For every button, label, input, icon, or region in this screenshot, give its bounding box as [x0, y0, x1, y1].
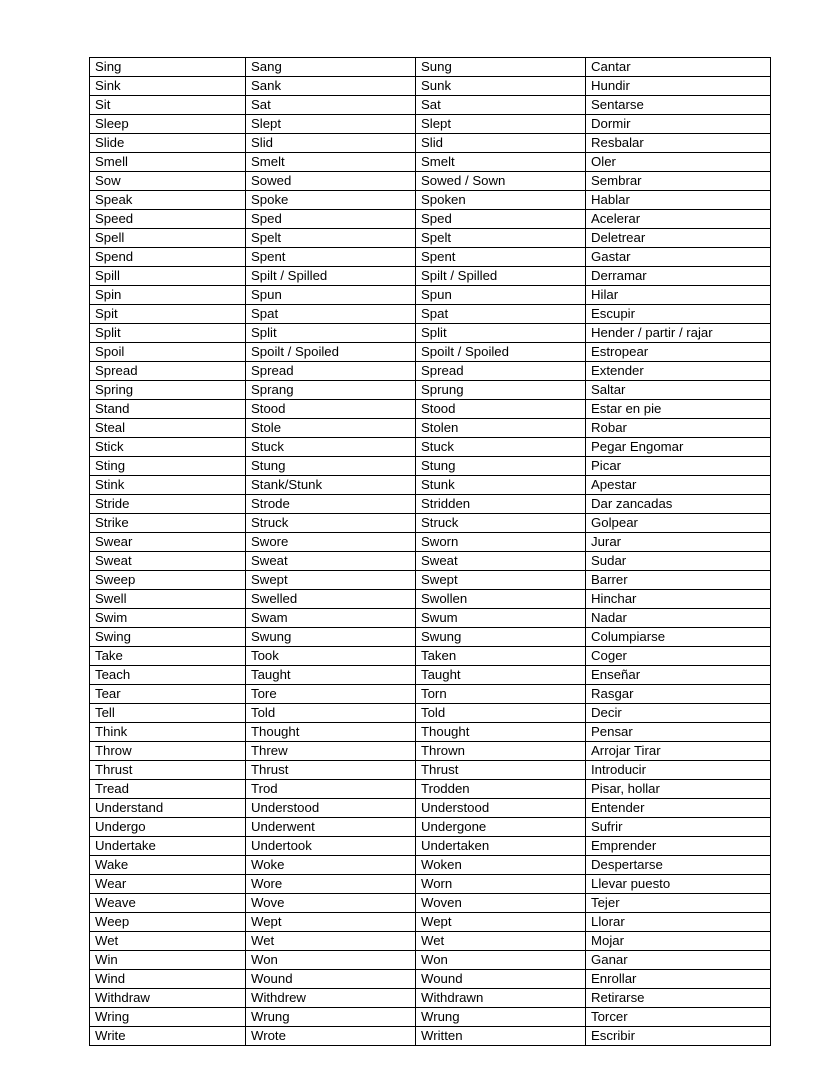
table-row	[90, 400, 771, 419]
table-cell: Struck	[416, 514, 586, 533]
table-cell: Undergone	[416, 818, 586, 837]
table-cell: Sweat	[90, 552, 246, 571]
table-cell: Introducir	[586, 761, 771, 780]
table-cell: Weave	[90, 894, 246, 913]
table-cell: Tejer	[586, 894, 771, 913]
table-cell: Sleep	[90, 115, 246, 134]
table-cell: Apestar	[586, 476, 771, 495]
table-cell: Dar zancadas	[586, 495, 771, 514]
table-cell: Spread	[246, 362, 416, 381]
table-cell: Wet	[416, 932, 586, 951]
table-cell: Withdrew	[246, 989, 416, 1008]
table-cell: Columpiarse	[586, 628, 771, 647]
table-cell: Wring	[90, 1008, 246, 1027]
table-cell: Slid	[416, 134, 586, 153]
table-cell: Spun	[246, 286, 416, 305]
table-cell: Wept	[416, 913, 586, 932]
table-cell: Split	[246, 324, 416, 343]
table-cell: Spelt	[416, 229, 586, 248]
table-cell: Swim	[90, 609, 246, 628]
table-row	[90, 229, 771, 248]
table-cell: Took	[246, 647, 416, 666]
table-cell: Stuck	[246, 438, 416, 457]
table-cell: Swell	[90, 590, 246, 609]
table-cell: Wound	[416, 970, 586, 989]
table-cell: Worn	[416, 875, 586, 894]
table-row	[90, 780, 771, 799]
table-cell: Picar	[586, 457, 771, 476]
table-row	[90, 628, 771, 647]
table-cell: Woken	[416, 856, 586, 875]
table-cell: Sat	[416, 96, 586, 115]
table-row	[90, 894, 771, 913]
table-cell: Enrollar	[586, 970, 771, 989]
verb-table-container	[89, 57, 770, 1046]
table-cell: Spoken	[416, 191, 586, 210]
table-row	[90, 457, 771, 476]
table-cell: Won	[416, 951, 586, 970]
table-cell: Undertake	[90, 837, 246, 856]
table-cell: Stank/Stunk	[246, 476, 416, 495]
table-cell: Llorar	[586, 913, 771, 932]
table-row	[90, 248, 771, 267]
table-cell: Stolen	[416, 419, 586, 438]
table-cell: Sit	[90, 96, 246, 115]
table-cell: Taught	[416, 666, 586, 685]
table-cell: Strode	[246, 495, 416, 514]
table-row	[90, 1027, 771, 1046]
table-cell: Win	[90, 951, 246, 970]
table-cell: Sped	[246, 210, 416, 229]
table-cell: Stink	[90, 476, 246, 495]
table-row	[90, 932, 771, 951]
table-row	[90, 913, 771, 932]
table-cell: Coger	[586, 647, 771, 666]
table-cell: Sweat	[246, 552, 416, 571]
table-cell: Smell	[90, 153, 246, 172]
table-row	[90, 647, 771, 666]
table-row	[90, 343, 771, 362]
table-cell: Sudar	[586, 552, 771, 571]
table-cell: Sentarse	[586, 96, 771, 115]
table-cell: Tore	[246, 685, 416, 704]
table-row	[90, 799, 771, 818]
table-cell: Derramar	[586, 267, 771, 286]
table-cell: Entender	[586, 799, 771, 818]
table-cell: Stung	[246, 457, 416, 476]
table-cell: Sank	[246, 77, 416, 96]
table-cell: Robar	[586, 419, 771, 438]
table-row	[90, 514, 771, 533]
table-cell: Trodden	[416, 780, 586, 799]
table-row	[90, 419, 771, 438]
table-cell: Nadar	[586, 609, 771, 628]
table-row	[90, 875, 771, 894]
table-cell: Wet	[90, 932, 246, 951]
table-row	[90, 1008, 771, 1027]
table-cell: Struck	[246, 514, 416, 533]
table-cell: Stridden	[416, 495, 586, 514]
table-cell: Spoke	[246, 191, 416, 210]
table-cell: Wrung	[416, 1008, 586, 1027]
table-cell: Wrote	[246, 1027, 416, 1046]
table-cell: Spread	[416, 362, 586, 381]
table-cell: Sweep	[90, 571, 246, 590]
table-cell: Undertook	[246, 837, 416, 856]
table-cell: Sang	[246, 58, 416, 77]
table-cell: Stuck	[416, 438, 586, 457]
table-cell: Trod	[246, 780, 416, 799]
table-row	[90, 286, 771, 305]
table-cell: Torn	[416, 685, 586, 704]
table-row	[90, 267, 771, 286]
table-cell: Weep	[90, 913, 246, 932]
table-cell: Sink	[90, 77, 246, 96]
table-cell: Spun	[416, 286, 586, 305]
table-cell: Hinchar	[586, 590, 771, 609]
table-row	[90, 571, 771, 590]
table-cell: Woven	[416, 894, 586, 913]
table-row	[90, 115, 771, 134]
table-cell: Stride	[90, 495, 246, 514]
table-cell: Withdraw	[90, 989, 246, 1008]
table-cell: Oler	[586, 153, 771, 172]
table-row	[90, 362, 771, 381]
table-cell: Spin	[90, 286, 246, 305]
table-cell: Taught	[246, 666, 416, 685]
table-cell: Spoil	[90, 343, 246, 362]
table-cell: Spilt / Spilled	[416, 267, 586, 286]
table-row	[90, 742, 771, 761]
table-row	[90, 134, 771, 153]
table-row	[90, 552, 771, 571]
table-cell: Slept	[246, 115, 416, 134]
table-row	[90, 438, 771, 457]
table-cell: Woke	[246, 856, 416, 875]
table-row	[90, 305, 771, 324]
table-cell: Stand	[90, 400, 246, 419]
table-cell: Thrown	[416, 742, 586, 761]
table-cell: Sat	[246, 96, 416, 115]
table-cell: Wake	[90, 856, 246, 875]
table-cell: Swing	[90, 628, 246, 647]
table-cell: Understand	[90, 799, 246, 818]
table-cell: Sting	[90, 457, 246, 476]
table-cell: Tear	[90, 685, 246, 704]
table-cell: Hablar	[586, 191, 771, 210]
table-cell: Swore	[246, 533, 416, 552]
table-row	[90, 970, 771, 989]
table-cell: Pisar, hollar	[586, 780, 771, 799]
table-cell: Ganar	[586, 951, 771, 970]
table-cell: Hender / partir / rajar	[586, 324, 771, 343]
table-row	[90, 590, 771, 609]
table-cell: Retirarse	[586, 989, 771, 1008]
table-cell: Slept	[416, 115, 586, 134]
table-cell: Jurar	[586, 533, 771, 552]
table-cell: Understood	[246, 799, 416, 818]
table-cell: Wound	[246, 970, 416, 989]
table-cell: Split	[90, 324, 246, 343]
table-cell: Swept	[416, 571, 586, 590]
table-cell: Torcer	[586, 1008, 771, 1027]
table-row	[90, 172, 771, 191]
table-cell: Told	[416, 704, 586, 723]
table-cell: Sweat	[416, 552, 586, 571]
table-cell: Swollen	[416, 590, 586, 609]
table-cell: Estar en pie	[586, 400, 771, 419]
table-cell: Decir	[586, 704, 771, 723]
table-row	[90, 324, 771, 343]
table-cell: Sprang	[246, 381, 416, 400]
table-cell: Barrer	[586, 571, 771, 590]
table-cell: Sung	[416, 58, 586, 77]
table-row	[90, 818, 771, 837]
table-row	[90, 77, 771, 96]
table-row	[90, 704, 771, 723]
table-cell: Wept	[246, 913, 416, 932]
table-cell: Strike	[90, 514, 246, 533]
table-cell: Escribir	[586, 1027, 771, 1046]
table-cell: Spit	[90, 305, 246, 324]
table-cell: Spelt	[246, 229, 416, 248]
table-cell: Wrung	[246, 1008, 416, 1027]
table-cell: Sunk	[416, 77, 586, 96]
table-cell: Undergo	[90, 818, 246, 837]
table-cell: Swum	[416, 609, 586, 628]
table-cell: Spoilt / Spoiled	[246, 343, 416, 362]
table-cell: Spend	[90, 248, 246, 267]
table-cell: Pensar	[586, 723, 771, 742]
table-cell: Thrust	[90, 761, 246, 780]
table-cell: Rasgar	[586, 685, 771, 704]
table-cell: Spell	[90, 229, 246, 248]
table-cell: Spent	[246, 248, 416, 267]
table-cell: Swelled	[246, 590, 416, 609]
table-cell: Slide	[90, 134, 246, 153]
table-cell: Pegar Engomar	[586, 438, 771, 457]
table-cell: Resbalar	[586, 134, 771, 153]
irregular-verbs-table	[89, 57, 771, 1046]
table-cell: Stick	[90, 438, 246, 457]
table-cell: Sowed / Sown	[416, 172, 586, 191]
table-body	[90, 58, 771, 1046]
table-cell: Thrust	[246, 761, 416, 780]
table-cell: Sowed	[246, 172, 416, 191]
table-cell: Throw	[90, 742, 246, 761]
table-cell: Llevar puesto	[586, 875, 771, 894]
table-cell: Won	[246, 951, 416, 970]
table-cell: Wind	[90, 970, 246, 989]
table-cell: Sworn	[416, 533, 586, 552]
table-cell: Sufrir	[586, 818, 771, 837]
table-row	[90, 723, 771, 742]
table-cell: Stole	[246, 419, 416, 438]
table-cell: Taken	[416, 647, 586, 666]
table-cell: Wore	[246, 875, 416, 894]
table-row	[90, 666, 771, 685]
table-cell: Estropear	[586, 343, 771, 362]
table-cell: Thought	[416, 723, 586, 742]
table-cell: Spilt / Spilled	[246, 267, 416, 286]
table-cell: Told	[246, 704, 416, 723]
table-cell: Deletrear	[586, 229, 771, 248]
table-cell: Sembrar	[586, 172, 771, 191]
table-row	[90, 837, 771, 856]
table-cell: Write	[90, 1027, 246, 1046]
table-cell: Hundir	[586, 77, 771, 96]
table-cell: Take	[90, 647, 246, 666]
table-cell: Sped	[416, 210, 586, 229]
table-cell: Extender	[586, 362, 771, 381]
table-cell: Speak	[90, 191, 246, 210]
table-cell: Spill	[90, 267, 246, 286]
table-cell: Spring	[90, 381, 246, 400]
table-row	[90, 58, 771, 77]
table-cell: Stung	[416, 457, 586, 476]
table-cell: Speed	[90, 210, 246, 229]
table-cell: Swung	[246, 628, 416, 647]
table-row	[90, 989, 771, 1008]
table-cell: Tell	[90, 704, 246, 723]
table-cell: Steal	[90, 419, 246, 438]
table-cell: Sow	[90, 172, 246, 191]
table-cell: Teach	[90, 666, 246, 685]
table-cell: Wear	[90, 875, 246, 894]
table-cell: Swept	[246, 571, 416, 590]
table-row	[90, 951, 771, 970]
table-cell: Emprender	[586, 837, 771, 856]
table-cell: Wet	[246, 932, 416, 951]
table-cell: Understood	[416, 799, 586, 818]
table-cell: Smelt	[246, 153, 416, 172]
table-row	[90, 609, 771, 628]
table-cell: Underwent	[246, 818, 416, 837]
table-cell: Thrust	[416, 761, 586, 780]
table-cell: Threw	[246, 742, 416, 761]
table-cell: Spat	[246, 305, 416, 324]
table-cell: Undertaken	[416, 837, 586, 856]
table-cell: Cantar	[586, 58, 771, 77]
table-cell: Split	[416, 324, 586, 343]
table-cell: Stood	[416, 400, 586, 419]
table-cell: Acelerar	[586, 210, 771, 229]
table-cell: Mojar	[586, 932, 771, 951]
table-cell: Despertarse	[586, 856, 771, 875]
table-cell: Tread	[90, 780, 246, 799]
table-cell: Saltar	[586, 381, 771, 400]
table-cell: Hilar	[586, 286, 771, 305]
table-row	[90, 210, 771, 229]
table-cell: Sprung	[416, 381, 586, 400]
table-cell: Withdrawn	[416, 989, 586, 1008]
table-cell: Spat	[416, 305, 586, 324]
table-cell: Stunk	[416, 476, 586, 495]
table-cell: Arrojar Tirar	[586, 742, 771, 761]
table-row	[90, 191, 771, 210]
table-row	[90, 685, 771, 704]
table-cell: Spoilt / Spoiled	[416, 343, 586, 362]
table-cell: Gastar	[586, 248, 771, 267]
table-cell: Golpear	[586, 514, 771, 533]
table-cell: Dormir	[586, 115, 771, 134]
table-row	[90, 533, 771, 552]
table-cell: Stood	[246, 400, 416, 419]
table-cell: Spent	[416, 248, 586, 267]
table-cell: Smelt	[416, 153, 586, 172]
table-cell: Written	[416, 1027, 586, 1046]
table-cell: Escupir	[586, 305, 771, 324]
table-cell: Think	[90, 723, 246, 742]
table-cell: Swear	[90, 533, 246, 552]
table-row	[90, 381, 771, 400]
table-cell: Thought	[246, 723, 416, 742]
table-cell: Enseñar	[586, 666, 771, 685]
table-row	[90, 476, 771, 495]
table-cell: Sing	[90, 58, 246, 77]
table-cell: Wove	[246, 894, 416, 913]
table-row	[90, 96, 771, 115]
table-cell: Slid	[246, 134, 416, 153]
table-cell: Spread	[90, 362, 246, 381]
table-row	[90, 495, 771, 514]
table-row	[90, 856, 771, 875]
table-row	[90, 761, 771, 780]
table-cell: Swam	[246, 609, 416, 628]
table-row	[90, 153, 771, 172]
table-cell: Swung	[416, 628, 586, 647]
